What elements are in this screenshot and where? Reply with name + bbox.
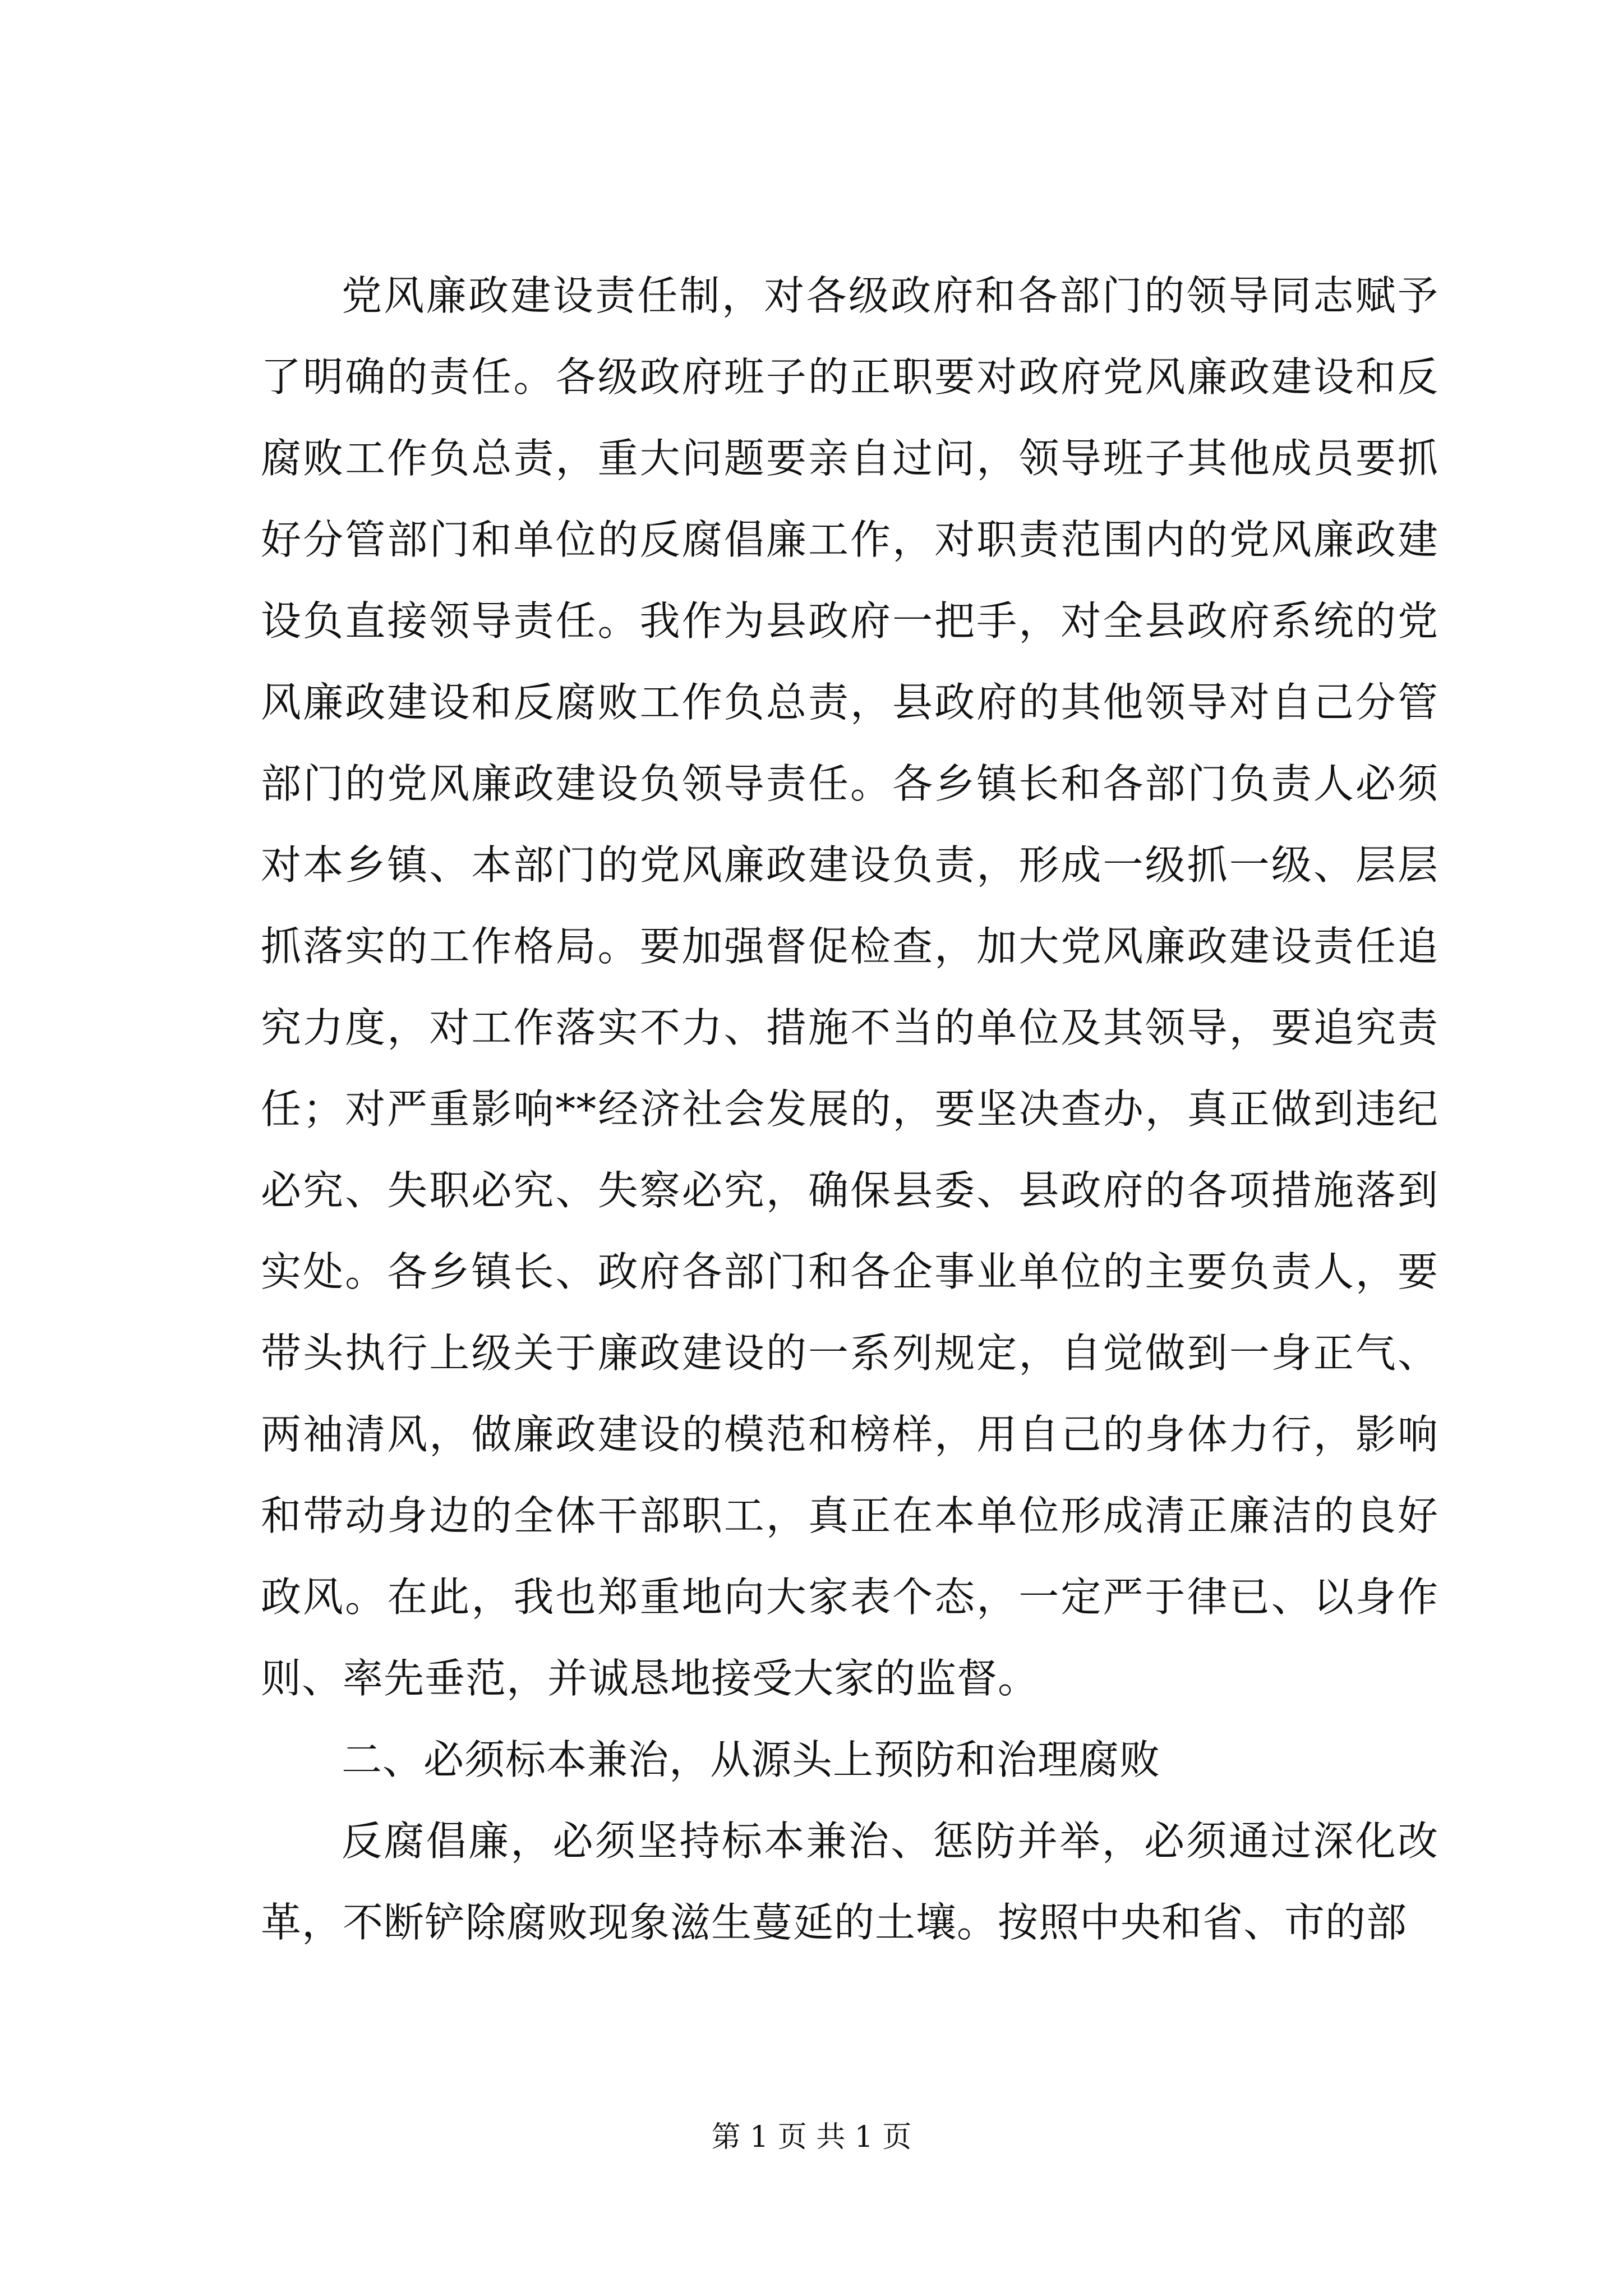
paragraph-responsibility: 党风廉政建设责任制，对各级政府和各部门的领导同志赋予了明确的责任。各级政府班子的正职要对政府党风廉政建设和反腐败工作负总责，重大问题要亲自过问，领导班子其他成员要抓好分管部门和单位的反腐倡廉工作，对职责范围内的党风廉政建设负直接领导责任。我作为县政府一把手，对全县政府系统的党风廉政建设和反腐败工作负总责，县政府的其他领导对自己分管部门的党风廉政建设负领导责任。各乡镇长和各部门负责人必须对本乡镇、本部门的党风廉政建设负责，形成一级抓一级、层层抓落实的工作格局。要加强督促检查，加大党风廉政建设责任追究力度，对工作落实不力、措施不当的单位及其领导，要追究责任；对严重影响**经济社会发展的，要坚决查办，真正做到违纪必究、失职必究、失察必究，确保县委、县政府的各项措施落到实处。各乡镇长、政府各部门和各企事业单位的主要负责人，要带头执行上级关于廉政建设的一系列规定，自觉做到一身正气、两袖清风，做廉政建设的模范和榜样，用自己的身体力行，影响和带动身边的全体干部职工，真正在本单位形成清正廉洁的良好政风。在此，我也郑重地向大家表个态，一定严于律已、以身作则、率先垂范，并诚恳地接受大家的监督。 bbox=[261, 272, 1438, 1702]
page-footer: 第 1 页 共 1 页 bbox=[711, 2120, 912, 2154]
paragraph-anticorruption: 反腐倡廉，必须坚持标本兼治、惩防并举，必须通过深化改革，不断铲除腐败现象滋生蔓延的土壤。按照中央和省、市的部 bbox=[261, 1818, 1438, 1946]
document-body bbox=[261, 255, 1438, 1963]
section-heading-two: 二、必须标本兼治，从源头上预防和治理腐败 bbox=[342, 1736, 1161, 1783]
